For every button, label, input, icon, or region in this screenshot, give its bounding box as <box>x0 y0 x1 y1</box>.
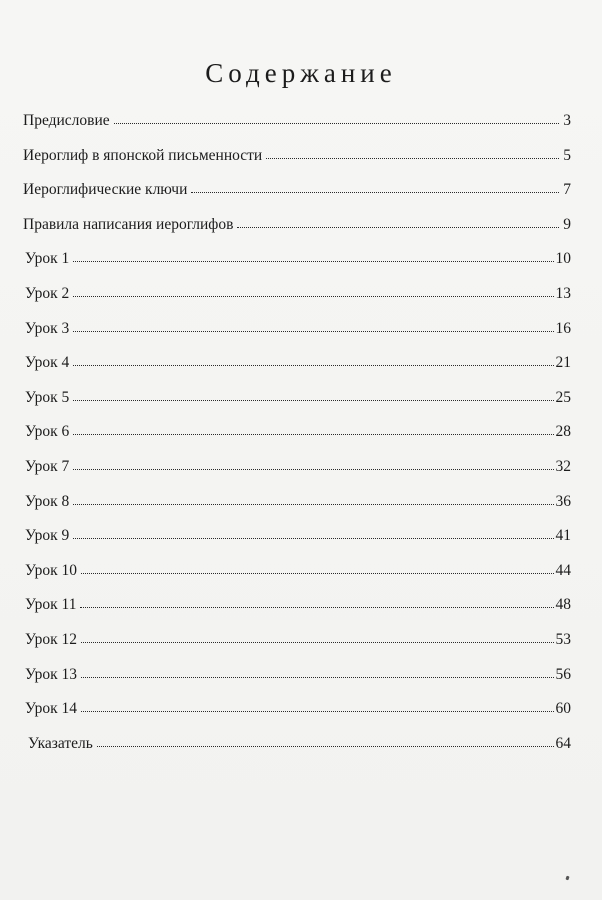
toc-entry-title: Урок 6 <box>25 423 70 441</box>
toc-entry-page: 16 <box>555 319 571 337</box>
toc-entry-lesson-3[interactable] <box>23 312 571 347</box>
toc-entry-page: 7 <box>563 181 571 199</box>
toc-entry-title: Урок 1 <box>25 250 70 268</box>
toc-entry-page: 32 <box>555 457 571 475</box>
toc-entry-title: Правила написания иероглифов <box>23 215 234 233</box>
table-of-contents <box>23 104 571 761</box>
toc-entry-page: 21 <box>555 354 571 372</box>
toc-entry-title: Предисловие <box>23 112 110 129</box>
toc-entry-lesson-2[interactable] <box>23 277 571 312</box>
toc-entry-title: Указатель <box>28 734 93 752</box>
toc-entry-page: 41 <box>555 527 571 545</box>
toc-entry-lesson-7[interactable] <box>23 450 571 485</box>
dot-leader <box>191 191 559 193</box>
dot-leader <box>266 157 559 159</box>
dot-leader <box>73 260 553 262</box>
dot-leader <box>237 226 559 228</box>
dot-leader <box>114 122 559 124</box>
toc-entry-title: Урок 4 <box>25 354 70 372</box>
toc-entry-writing-rules[interactable] <box>23 208 571 243</box>
toc-entry-title: Урок 13 <box>25 665 78 683</box>
toc-entry-title: Урок 2 <box>25 284 70 302</box>
toc-entry-title: Урок 12 <box>25 630 78 648</box>
toc-entry-page: 44 <box>555 561 571 579</box>
toc-entry-kanji-radicals[interactable] <box>23 173 571 208</box>
dot-leader <box>73 537 553 539</box>
dot-leader <box>81 676 553 678</box>
toc-entry-lesson-8[interactable] <box>23 485 571 520</box>
toc-entry-lesson-11[interactable] <box>23 588 571 623</box>
toc-entry-page: 36 <box>555 492 571 510</box>
dot-leader <box>81 641 553 643</box>
dot-leader <box>73 399 553 401</box>
dot-leader <box>73 503 553 505</box>
toc-entry-page: 9 <box>563 215 571 233</box>
toc-entry-page: 28 <box>555 423 571 441</box>
toc-entry-lesson-14[interactable] <box>23 692 571 727</box>
toc-entry-title: Иероглиф в японской письменности <box>23 146 263 164</box>
dot-leader <box>73 330 553 332</box>
toc-entry-title: Урок 5 <box>25 388 70 406</box>
toc-entry-lesson-13[interactable] <box>23 658 571 693</box>
toc-entry-page: 25 <box>555 388 571 406</box>
toc-entry-lesson-1[interactable] <box>23 242 571 277</box>
toc-entry-page: 3 <box>563 112 571 129</box>
toc-entry-title: Урок 11 <box>25 596 77 614</box>
dot-leader <box>81 710 553 712</box>
dot-leader <box>97 745 554 747</box>
page-title: Содержание <box>205 58 397 88</box>
toc-entry-lesson-10[interactable] <box>23 554 571 589</box>
toc-entry-page: 53 <box>555 630 571 648</box>
toc-entry-lesson-9[interactable] <box>23 519 571 554</box>
dot-leader <box>73 364 553 366</box>
toc-entry-page: 60 <box>555 700 571 718</box>
toc-entry-page: 13 <box>555 284 571 302</box>
dot-leader <box>80 606 553 608</box>
dot-leader <box>81 572 553 574</box>
toc-entry-lesson-6[interactable] <box>23 415 571 450</box>
toc-entry-kanji-in-japanese-writing[interactable] <box>23 139 571 174</box>
toc-entry-title: Урок 9 <box>25 527 70 545</box>
toc-entry-page: 10 <box>555 250 571 268</box>
toc-entry-page: 5 <box>563 146 571 164</box>
toc-entry-page: 64 <box>555 734 571 752</box>
toc-entry-title: Урок 7 <box>25 457 70 475</box>
toc-entry-title: Урок 10 <box>25 561 78 579</box>
toc-entry-lesson-5[interactable] <box>23 381 571 416</box>
toc-entry-title: Урок 8 <box>25 492 70 510</box>
toc-entry-index[interactable] <box>23 727 571 762</box>
dot-leader <box>73 433 553 435</box>
toc-entry-page: 48 <box>555 596 571 614</box>
dot-leader <box>73 295 553 297</box>
toc-entry-lesson-12[interactable] <box>23 623 571 658</box>
dot-leader <box>73 468 553 470</box>
toc-entry-title: Урок 3 <box>25 319 70 337</box>
toc-entry-title: Урок 14 <box>25 700 78 718</box>
toc-entry-preface[interactable] <box>23 104 571 139</box>
toc-entry-title: Иероглифические ключи <box>23 181 188 199</box>
toc-entry-lesson-4[interactable] <box>23 346 571 381</box>
toc-entry-page: 56 <box>555 665 571 683</box>
scan-speck <box>565 876 569 881</box>
